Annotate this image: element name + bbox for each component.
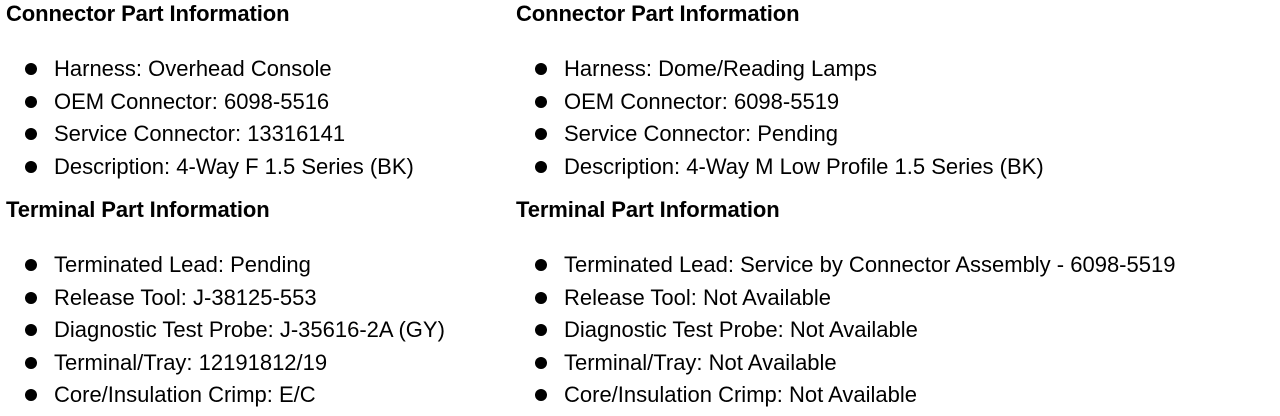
- terminal-info-list: [516, 252, 1175, 415]
- section-heading: Terminal Part Information: [516, 197, 780, 222]
- list-item: [516, 285, 1175, 318]
- list-item: [6, 382, 445, 415]
- connector-info-list: [6, 56, 414, 186]
- list-item: [516, 317, 1175, 350]
- list-item-text: Service Connector: Pending: [564, 121, 838, 146]
- bullet-icon: [535, 259, 547, 271]
- list-item: [6, 121, 414, 154]
- bullet-icon: [25, 161, 37, 173]
- list-item-text: Core/Insulation Crimp: Not Available: [564, 382, 917, 407]
- list-item-text: OEM Connector: 6098-5516: [54, 88, 330, 114]
- bullet-icon: [535, 357, 547, 369]
- connector-info-list: [516, 56, 1044, 186]
- bullet-icon: [535, 96, 547, 108]
- list-item-text: Harness: Dome/Reading Lamps: [564, 56, 878, 81]
- terminal-part-info-section: [516, 197, 1276, 407]
- bullet-icon: [535, 128, 547, 140]
- section-heading: Connector Part Information: [6, 1, 290, 26]
- list-item-text: Core/Insulation Crimp: E/C: [54, 382, 316, 407]
- terminal-part-info-section: [6, 197, 511, 407]
- list-item-text: Release Tool: J-38125-553: [54, 284, 317, 310]
- list-item-text: Terminated Lead: Pending: [54, 252, 311, 277]
- bullet-icon: [25, 389, 37, 401]
- list-item: [6, 350, 445, 383]
- list-item: [516, 89, 1044, 122]
- list-item-text: Diagnostic Test Probe: J-35616-2A (GY): [54, 317, 445, 342]
- list-item-text: Release Tool: Not Available: [564, 284, 832, 310]
- list-item-text: OEM Connector: 6098-5519: [564, 88, 840, 114]
- terminal-info-list: [6, 252, 445, 415]
- list-item: [6, 154, 414, 187]
- list-item: [6, 89, 414, 122]
- list-item: [6, 317, 445, 350]
- list-item-text: Diagnostic Test Probe: Not Available: [564, 317, 918, 342]
- list-item: [516, 56, 1044, 89]
- list-item-text: Description: 4-Way F 1.5 Series (BK): [54, 153, 414, 179]
- section-heading: Connector Part Information: [516, 1, 800, 26]
- bullet-icon: [25, 96, 37, 108]
- bullet-icon: [535, 324, 547, 336]
- bullet-icon: [535, 389, 547, 401]
- list-item: [6, 285, 445, 318]
- bullet-icon: [535, 161, 547, 173]
- list-item-text: Terminated Lead: Service by Connector Assembly - 6098-5519: [564, 252, 1176, 277]
- list-item: [6, 56, 414, 89]
- bullet-icon: [25, 292, 37, 304]
- list-item-text: Harness: Overhead Console: [54, 56, 332, 81]
- list-item-text: Terminal/Tray: 12191812/19: [54, 349, 328, 375]
- bullet-icon: [25, 324, 37, 336]
- list-item: [516, 252, 1175, 285]
- list-item-text: Service Connector: 13316141: [54, 121, 346, 146]
- bullet-icon: [25, 63, 37, 75]
- bullet-icon: [535, 292, 547, 304]
- list-item-text: Terminal/Tray: Not Available: [564, 349, 837, 375]
- section-heading: Terminal Part Information: [6, 197, 270, 222]
- connector-part-info-section: [6, 1, 511, 179]
- list-item: [516, 154, 1044, 187]
- bullet-icon: [535, 63, 547, 75]
- bullet-icon: [25, 259, 37, 271]
- list-item-text: Description: 4-Way M Low Profile 1.5 Series (BK): [564, 153, 1044, 179]
- list-item: [6, 252, 445, 285]
- list-item: [516, 350, 1175, 383]
- bullet-icon: [25, 128, 37, 140]
- list-item: [516, 382, 1175, 415]
- connector-part-info-section: [516, 1, 1276, 179]
- bullet-icon: [25, 357, 37, 369]
- list-item: [516, 121, 1044, 154]
